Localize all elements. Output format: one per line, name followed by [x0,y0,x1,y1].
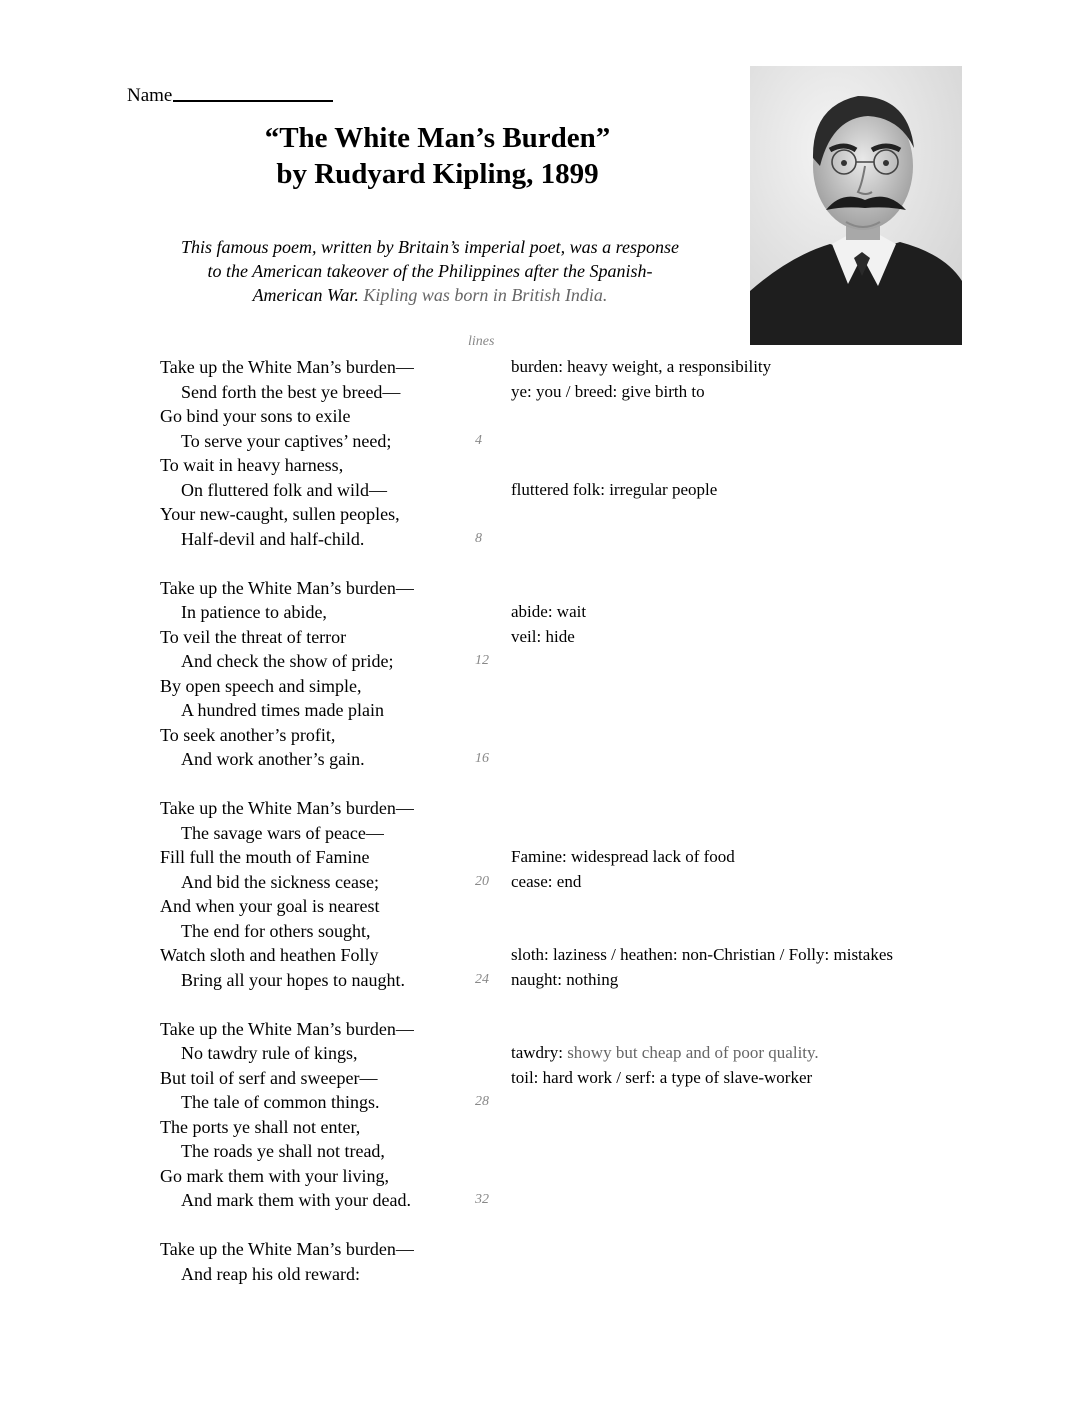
title-line-2: by Rudyard Kipling, 1899 [276,158,599,190]
gloss [511,478,717,503]
poem-line [160,1139,990,1164]
gloss [511,870,581,895]
line-number: 16 [475,751,489,766]
poem-line [160,355,990,380]
poem-line [160,478,990,503]
intro-line-3-gray: Kipling was born in British India. [363,285,608,305]
intro-paragraph [125,235,735,307]
line-number: 12 [475,653,489,668]
lines-label: lines [468,334,495,349]
line-text: Half-devil and half-child. [181,528,365,549]
stanza-break [160,1213,990,1238]
line-text: Go mark them with your living, [160,1165,389,1186]
name-field [127,82,333,107]
stanza-break [160,992,990,1017]
intro-line-2: to the American takeover of the Philippines after the Spanish- [207,261,653,281]
line-text: Go bind your sons to exile [160,406,351,426]
gloss [511,625,575,650]
gloss-text: toil: hard work / serf: a type of slave-worker [511,1067,813,1087]
line-text: Take up the White Man’s burden— [160,1239,414,1259]
gloss [511,845,735,870]
poem-line [160,625,990,650]
line-text: The savage wars of peace— [181,822,384,843]
poem-line [160,674,990,699]
poem-line [160,576,990,601]
gloss-text: burden: heavy weight, a responsibility [511,357,772,376]
poem-line [160,429,990,454]
line-text: Take up the White Man’s burden— [160,577,414,598]
poem-line [160,1017,990,1042]
gloss-text: Famine: widespread lack of food [511,847,735,866]
poem-line [160,527,990,552]
poem-line [160,600,990,625]
poem-line [160,453,990,478]
gloss-text: fluttered folk: irregular people [511,479,718,499]
poem-line [160,968,990,993]
line-number: 20 [475,873,489,889]
poem-line [160,796,990,821]
gloss-text: cease: end [511,871,582,891]
line-text: Watch sloth and heathen Folly [160,945,379,965]
poem-line [160,747,990,772]
line-text: And bid the sickness cease; [181,871,379,892]
line-text: But toil of serf and sweeper— [160,1067,378,1088]
line-text: And work another’s gain. [181,749,365,769]
gloss-text: abide: wait [511,602,587,621]
gloss [511,380,705,405]
poem-line [160,1066,990,1091]
line-text: The end for others sought, [181,920,371,941]
line-number: 8 [475,530,482,546]
gloss [511,1041,819,1066]
line-text: Bring all your hopes to naught. [181,969,405,990]
line-number: 32 [475,1192,489,1207]
poem-line [160,821,990,846]
line-text: Take up the White Man’s burden— [160,1018,414,1039]
line-text: Fill full the mouth of Famine [160,847,370,867]
line-text: Take up the White Man’s burden— [160,798,414,818]
gloss [511,968,618,993]
line-text: On fluttered folk and wild— [181,479,387,500]
line-text: To seek another’s profit, [160,724,336,745]
poem-line [160,723,990,748]
line-text: Take up the White Man’s burden— [160,357,414,377]
line-number: 28 [475,1094,489,1109]
gloss-text: sloth: laziness / heathen: non-Christian / Folly: mistakes [511,945,893,964]
poem-line [160,1041,990,1066]
intro-line-3-italic: American War. [252,285,359,305]
line-text: Your new-caught, sullen peoples, [160,504,400,524]
line-text: To veil the threat of terror [160,626,347,647]
line-number: 4 [475,432,482,448]
line-text: By open speech and simple, [160,675,362,696]
line-text: The ports ye shall not enter, [160,1116,361,1137]
poem-line [160,1262,990,1287]
line-text: A hundred times made plain [181,700,384,720]
title-line-1: “The White Man’s Burden” [264,122,611,154]
line-number: 24 [475,971,489,987]
poem-line [160,919,990,944]
line-text: In patience to abide, [181,602,327,622]
line-text: Send forth the best ye breed— [181,381,401,402]
gloss-text: tawdry: [511,1043,563,1062]
gloss-text-gray: showy but cheap and of poor quality. [567,1043,819,1062]
line-text: And mark them with your dead. [181,1190,411,1210]
line-text: To serve your captives’ need; [181,430,392,451]
poem-line [160,870,990,895]
poem-line [160,943,990,968]
stanza-break [160,772,990,797]
poem-line [160,1090,990,1115]
gloss [511,943,893,968]
stanza-break [160,551,990,576]
poem-line [160,1164,990,1189]
poem-line [160,502,990,527]
name-blank-line[interactable] [173,82,333,102]
name-label: Name [127,85,173,106]
poem-line [160,845,990,870]
poem-line [160,894,990,919]
poem-line [160,1188,990,1213]
poem-line [160,1115,990,1140]
poem [160,355,990,1286]
kipling-portrait [750,66,962,345]
gloss [511,355,771,380]
line-text: No tawdry rule of kings, [181,1043,358,1063]
poem-line [160,380,990,405]
poem-line [160,698,990,723]
line-text: And reap his old reward: [181,1263,360,1284]
gloss [511,600,586,625]
poem-line [160,404,990,429]
intro-line-3 [125,283,735,307]
gloss [511,1066,812,1091]
page-title [150,120,725,192]
line-text: And check the show of pride; [181,651,394,671]
poem-line [160,649,990,674]
gloss-text: naught: nothing [511,969,619,989]
intro-line-1: This famous poem, written by Britain’s imperial poet, was a response [180,237,679,257]
line-text: And when your goal is nearest [160,896,380,916]
gloss-text: veil: hide [511,626,575,646]
line-text: To wait in heavy harness, [160,455,344,475]
line-text: The tale of common things. [181,1092,380,1112]
poem-line [160,1237,990,1262]
gloss-text: ye: you / breed: give birth to [511,381,705,401]
line-text: The roads ye shall not tread, [181,1141,385,1161]
